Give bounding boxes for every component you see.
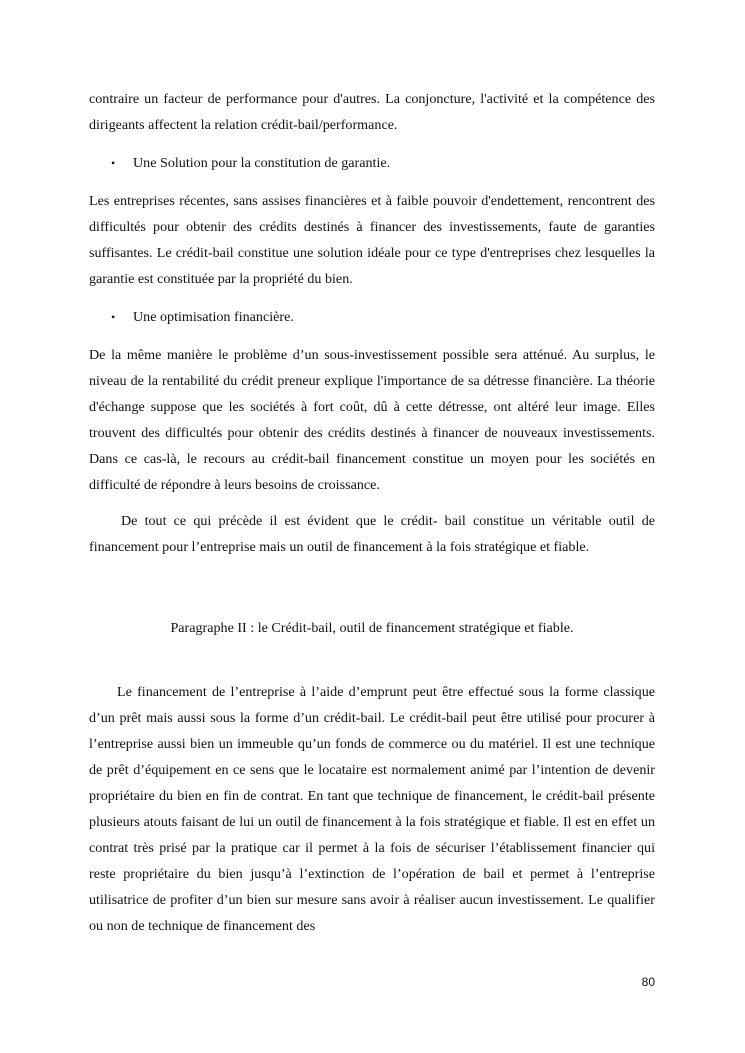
paragraph-4: De tout ce qui précède il est évident que le crédit- bail constitue un véritable outil de financement pour l’entreprise mais un outil de financement à la fois stratégique et fiable. xyxy=(89,513,655,555)
section-heading: Paragraphe II : le Crédit-bail, outil de financement stratégique et fiable. xyxy=(170,620,574,636)
bullet-icon: • xyxy=(111,310,116,324)
bullet-item-garantie xyxy=(89,150,655,176)
paragraph-1: contraire un facteur de performance pour d'autres. La conjoncture, l'activité et la compétence des dirigeants affectent la relation crédit-bail/performance. xyxy=(89,91,655,133)
bullet-text: Une Solution pour la constitution de garantie. xyxy=(133,155,391,171)
bullet-text: Une optimisation financière. xyxy=(133,309,294,325)
bullet-item-optimisation xyxy=(89,304,655,330)
document-page xyxy=(89,86,655,939)
bullet-icon: • xyxy=(111,156,116,170)
paragraph-5: Le financement de l’entreprise à l’aide d’emprunt peut être effectué sous la forme classique d’un prêt mais aussi sous la forme d’un crédit-bail. Le crédit-bail peut être utilisé pour procurer à l’entreprise aussi bien un immeuble qu’un fonds de commerce ou du matériel. Il est une technique de prêt d’équipement en ce sens que le locataire est normalement animé par l’intention de devenir propriétaire du bien en fin de contrat. En tant que technique de financement, le crédit-bail présente plusieurs atouts faisant de lui un outil de financement à la fois stratégique et fiable. Il est en effet un contrat très prisé par la pratique car il permet à la fois de sécuriser l’établissement financier qui reste propriétaire du bien jusqu’à l’extinction de l’opération de bail et permet à l’entreprise utilisatrice de profiter d’un bien sur mesure sans avoir à réaliser aucun investissement. Le qualifier ou non de technique de financement des xyxy=(89,684,655,934)
paragraph-3: De la même manière le problème d’un sous-investissement possible sera atténué. Au surplus, le niveau de la rentabilité du crédit preneur explique l'importance de sa détresse financière. La théorie d'échange suppose que les sociétés à fort coût, dû à cette détresse, ont altéré leur image. Elles trouvent des difficultés pour obtenir des crédits destinés à financer de nouveaux investissements. Dans ce cas-là, le recours au crédit-bail financement constitue un moyen pour les sociétés en difficulté de répondre à leurs besoins de croissance. xyxy=(89,347,655,493)
page-number: 80 xyxy=(641,975,655,989)
paragraph-2: Les entreprises récentes, sans assises financières et à faible pouvoir d'endettement, rencontrent des difficultés pour obtenir des crédits destinés à financer des investissements, faute de garanties suffisantes. Le crédit-bail constitue une solution idéale pour ce type d'entreprises chez lesquelles la garantie est constituée par la propriété du bien. xyxy=(89,193,655,287)
